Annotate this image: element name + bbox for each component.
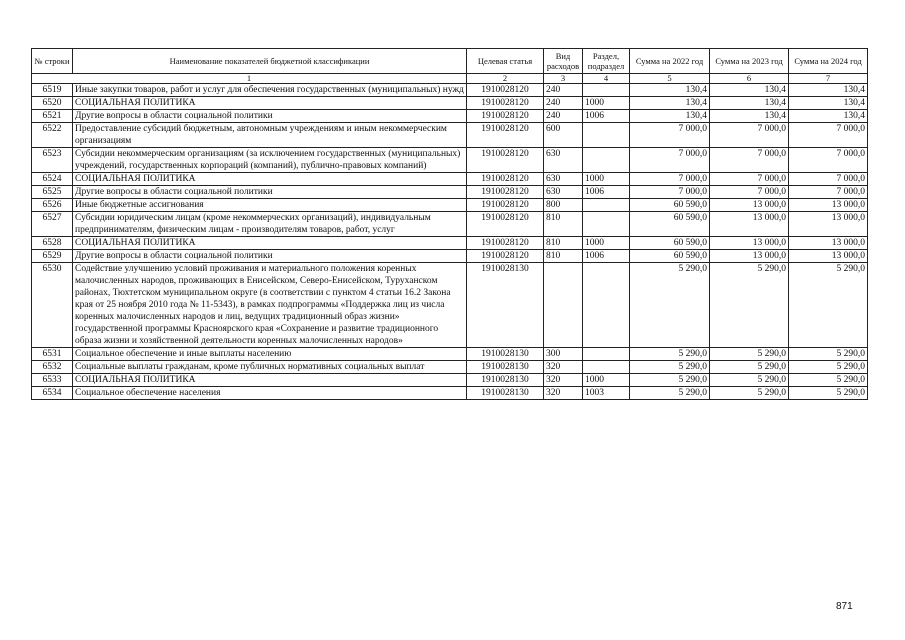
indicator-name-cell: Иные закупки товаров, работ и услуг для обеспечения государственных (муниципальных) нужд [73,84,467,97]
sum-2024-cell: 7 000,0 [789,123,868,148]
indicator-name-cell: Иные бюджетные ассигнования [73,199,467,212]
row-number-cell: 6520 [32,97,73,110]
expense-type-cell: 630 [544,173,583,186]
row-number-cell: 6522 [32,123,73,148]
sum-2022-cell: 5 290,0 [630,263,710,348]
budget-table [31,48,868,400]
expense-type-cell: 810 [544,250,583,263]
target-article-cell: 1910028120 [467,97,544,110]
header-row-number: № строки [32,49,73,74]
expense-type-cell: 320 [544,387,583,400]
expense-type-cell: 240 [544,84,583,97]
expense-type-cell: 800 [544,199,583,212]
indicator-name-cell: СОЦИАЛЬНАЯ ПОЛИТИКА [73,173,467,186]
target-article-cell: 1910028130 [467,348,544,361]
column-number: 7 [789,74,868,84]
section-cell [583,84,630,97]
table-row [32,199,868,212]
sum-2024-cell: 5 290,0 [789,361,868,374]
indicator-name-cell: Другие вопросы в области социальной политики [73,186,467,199]
target-article-cell: 1910028130 [467,263,544,348]
indicator-name-cell: Другие вопросы в области социальной политики [73,250,467,263]
table-row [32,387,868,400]
target-article-cell: 1910028130 [467,387,544,400]
indicator-name-cell: Содействие улучшению условий проживания и материального положения коренных малочисленных народов, проживающих в Енисейском, Северо-Енисейском, Туруханском районах, Тюхтетском муниципальном округе (в соответствии с пунктом 4 статьи 16.2 Закона края от 25 ноября 2010 года № 11-5343), в рамках подпрограммы «Поддержка лиц из числа коренных малочисленных народов и лиц, ведущих традиционный образ жизни» государственной программы Красноярского края «Сохранение и развитие традиционного образа жизни и хозяйственной деятельности коренных малочисленных народов» [73,263,467,348]
section-cell: 1003 [583,387,630,400]
sum-2023-cell: 13 000,0 [710,199,789,212]
target-article-cell: 1910028120 [467,186,544,199]
row-number-cell: 6532 [32,361,73,374]
sum-2023-cell: 5 290,0 [710,348,789,361]
column-number: 5 [630,74,710,84]
target-article-cell: 1910028120 [467,212,544,237]
column-number: 2 [467,74,544,84]
indicator-name-cell: Предоставление субсидий бюджетным, автономным учреждениям и иным некоммерческим организациям [73,123,467,148]
sum-2022-cell: 5 290,0 [630,348,710,361]
sum-2024-cell: 5 290,0 [789,387,868,400]
sum-2022-cell: 7 000,0 [630,186,710,199]
sum-2023-cell: 5 290,0 [710,374,789,387]
section-cell [583,263,630,348]
section-cell: 1006 [583,186,630,199]
indicator-name-cell: СОЦИАЛЬНАЯ ПОЛИТИКА [73,97,467,110]
section-cell [583,348,630,361]
sum-2024-cell: 5 290,0 [789,348,868,361]
target-article-cell: 1910028120 [467,173,544,186]
expense-type-cell: 630 [544,186,583,199]
header-sum-2023: Сумма на 2023 год [710,49,789,74]
sum-2022-cell: 60 590,0 [630,250,710,263]
sum-2023-cell: 130,4 [710,84,789,97]
table-body [32,84,868,400]
target-article-cell: 1910028130 [467,361,544,374]
sum-2023-cell: 7 000,0 [710,148,789,173]
table-row [32,361,868,374]
expense-type-cell: 810 [544,237,583,250]
row-number-cell: 6529 [32,250,73,263]
table-row [32,123,868,148]
section-cell: 1000 [583,97,630,110]
sum-2024-cell: 13 000,0 [789,212,868,237]
sum-2022-cell: 7 000,0 [630,148,710,173]
expense-type-cell: 600 [544,123,583,148]
section-cell [583,361,630,374]
sum-2023-cell: 7 000,0 [710,173,789,186]
table-header-row [32,49,868,74]
table-row [32,263,868,348]
expense-type-cell: 320 [544,374,583,387]
header-target-article: Целевая статья [467,49,544,74]
column-number: 1 [32,74,467,84]
row-number-cell: 6526 [32,199,73,212]
table-row [32,148,868,173]
row-number-cell: 6525 [32,186,73,199]
sum-2023-cell: 7 000,0 [710,123,789,148]
sum-2022-cell: 7 000,0 [630,173,710,186]
target-article-cell: 1910028120 [467,237,544,250]
expense-type-cell: 320 [544,361,583,374]
sum-2024-cell: 7 000,0 [789,173,868,186]
table-row [32,237,868,250]
row-number-cell: 6533 [32,374,73,387]
sum-2022-cell: 5 290,0 [630,387,710,400]
indicator-name-cell: СОЦИАЛЬНАЯ ПОЛИТИКА [73,237,467,250]
header-sum-2024: Сумма на 2024 год [789,49,868,74]
section-cell [583,199,630,212]
sum-2024-cell: 5 290,0 [789,374,868,387]
sum-2023-cell: 7 000,0 [710,186,789,199]
sum-2024-cell: 13 000,0 [789,199,868,212]
table-row [32,173,868,186]
column-number-row [32,74,868,84]
row-number-cell: 6527 [32,212,73,237]
indicator-name-cell: Социальное обеспечение и иные выплаты населению [73,348,467,361]
target-article-cell: 1910028120 [467,123,544,148]
column-number: 3 [544,74,583,84]
section-cell [583,123,630,148]
row-number-cell: 6530 [32,263,73,348]
sum-2023-cell: 13 000,0 [710,212,789,237]
table-row [32,348,868,361]
table-row [32,374,868,387]
sum-2024-cell: 7 000,0 [789,186,868,199]
column-number: 6 [710,74,789,84]
section-cell [583,212,630,237]
sum-2024-cell: 130,4 [789,84,868,97]
target-article-cell: 1910028120 [467,199,544,212]
sum-2024-cell: 13 000,0 [789,250,868,263]
sum-2024-cell: 5 290,0 [789,263,868,348]
row-number-cell: 6523 [32,148,73,173]
sum-2023-cell: 13 000,0 [710,250,789,263]
sum-2022-cell: 7 000,0 [630,123,710,148]
target-article-cell: 1910028120 [467,84,544,97]
sum-2024-cell: 13 000,0 [789,237,868,250]
section-cell [583,148,630,173]
table-row [32,250,868,263]
sum-2023-cell: 130,4 [710,110,789,123]
expense-type-cell [544,263,583,348]
sum-2023-cell: 130,4 [710,97,789,110]
row-number-cell: 6519 [32,84,73,97]
sum-2022-cell: 60 590,0 [630,199,710,212]
table-row [32,186,868,199]
expense-type-cell: 810 [544,212,583,237]
target-article-cell: 1910028120 [467,250,544,263]
target-article-cell: 1910028130 [467,374,544,387]
expense-type-cell: 240 [544,97,583,110]
section-cell: 1000 [583,374,630,387]
row-number-cell: 6534 [32,387,73,400]
indicator-name-cell: Субсидии некоммерческим организациям (за исключением государственных (муниципальных) учреждений, государственных корпораций (компаний), публично-правовых компаний) [73,148,467,173]
table-row [32,212,868,237]
target-article-cell: 1910028120 [467,110,544,123]
header-name: Наименование показателей бюджетной классификации [73,49,467,74]
sum-2024-cell: 130,4 [789,97,868,110]
table-row [32,97,868,110]
sum-2022-cell: 5 290,0 [630,374,710,387]
table-row [32,84,868,97]
row-number-cell: 6531 [32,348,73,361]
sum-2022-cell: 130,4 [630,84,710,97]
section-cell: 1006 [583,110,630,123]
indicator-name-cell: Другие вопросы в области социальной политики [73,110,467,123]
sum-2022-cell: 60 590,0 [630,237,710,250]
row-number-cell: 6524 [32,173,73,186]
section-cell: 1006 [583,250,630,263]
header-section: Раздел, подраздел [583,49,630,74]
expense-type-cell: 300 [544,348,583,361]
indicator-name-cell: Социальные выплаты гражданам, кроме публичных нормативных социальных выплат [73,361,467,374]
indicator-name-cell: СОЦИАЛЬНАЯ ПОЛИТИКА [73,374,467,387]
section-cell: 1000 [583,237,630,250]
expense-type-cell: 630 [544,148,583,173]
header-expense-type: Вид расходов [544,49,583,74]
page-number: 871 [836,601,853,612]
row-number-cell: 6528 [32,237,73,250]
indicator-name-cell: Социальное обеспечение населения [73,387,467,400]
sum-2024-cell: 130,4 [789,110,868,123]
header-sum-2022: Сумма на 2022 год [630,49,710,74]
section-cell: 1000 [583,173,630,186]
sum-2023-cell: 5 290,0 [710,263,789,348]
sum-2023-cell: 5 290,0 [710,361,789,374]
row-number-cell: 6521 [32,110,73,123]
sum-2022-cell: 130,4 [630,97,710,110]
sum-2023-cell: 13 000,0 [710,237,789,250]
sum-2022-cell: 5 290,0 [630,361,710,374]
sum-2024-cell: 7 000,0 [789,148,868,173]
sum-2022-cell: 130,4 [630,110,710,123]
indicator-name-cell: Субсидии юридическим лицам (кроме некоммерческих организаций), индивидуальным предпринимателям, физическим лицам - производителям товаров, работ, услуг [73,212,467,237]
column-number: 4 [583,74,630,84]
target-article-cell: 1910028120 [467,148,544,173]
expense-type-cell: 240 [544,110,583,123]
table-row [32,110,868,123]
sum-2023-cell: 5 290,0 [710,387,789,400]
sum-2022-cell: 60 590,0 [630,212,710,237]
